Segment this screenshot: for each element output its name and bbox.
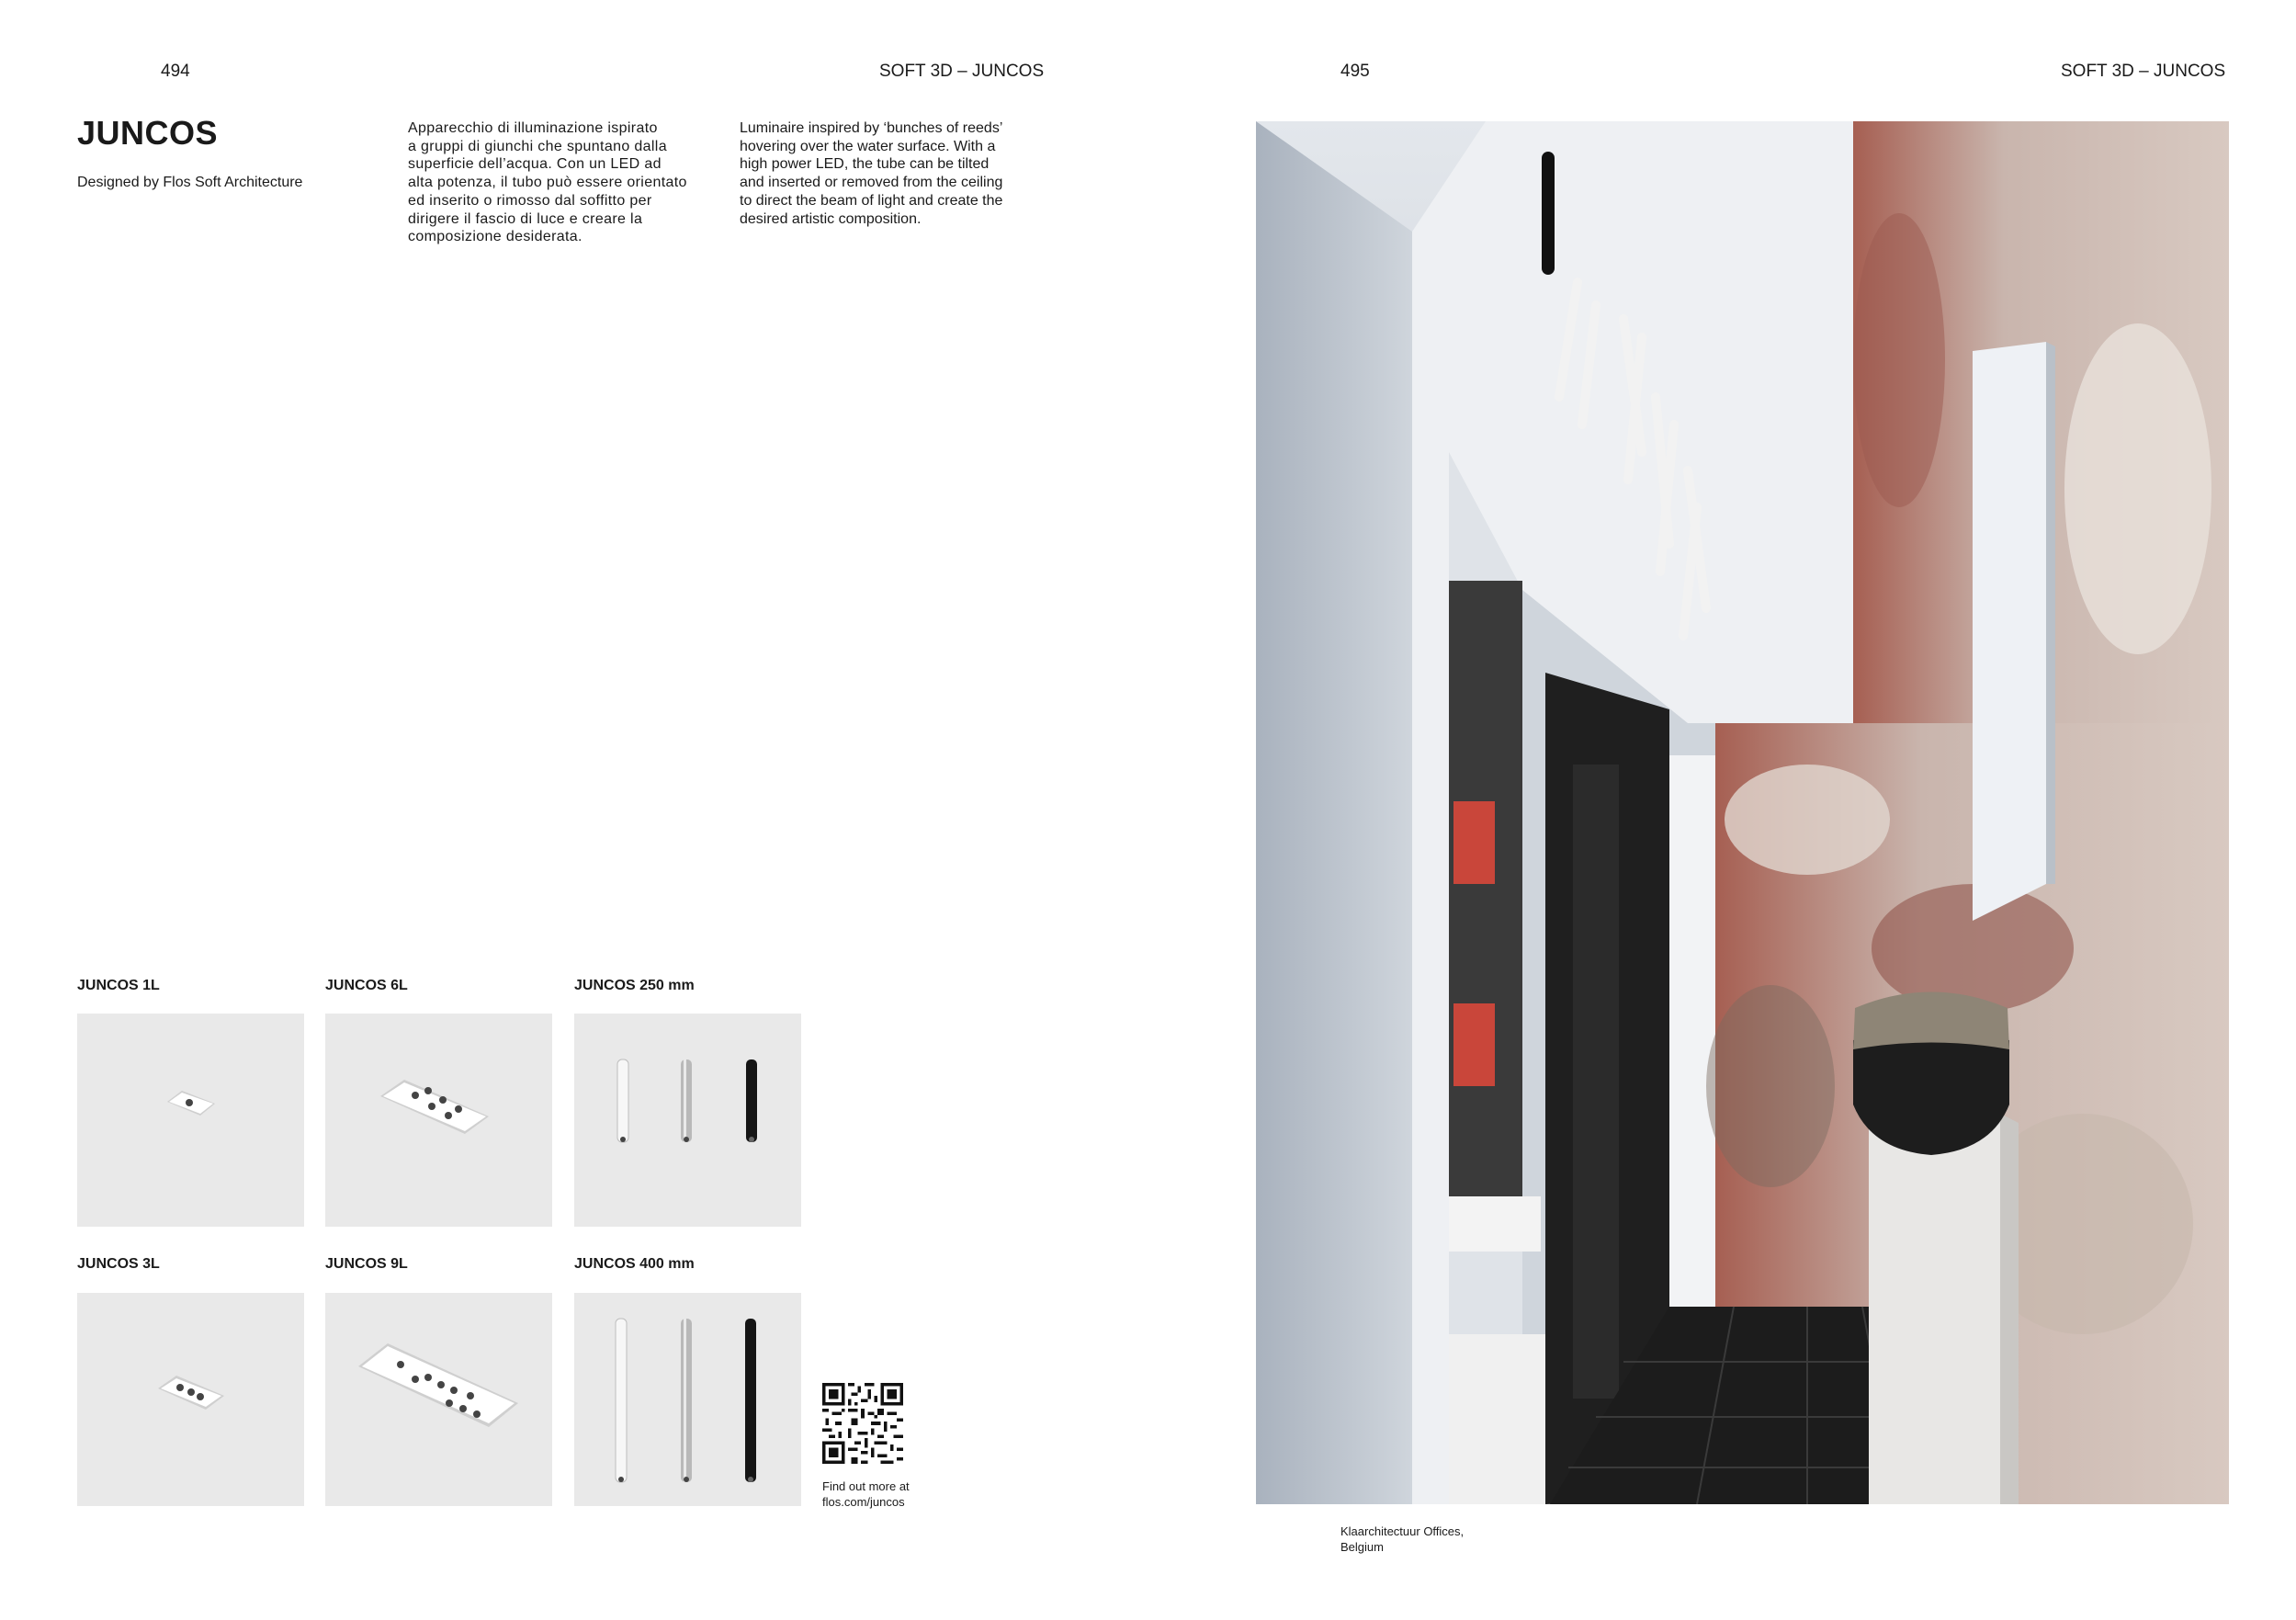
- description-italian-line: a gruppi di giunchi che spuntano dalla: [408, 138, 667, 154]
- qr-code[interactable]: [822, 1383, 903, 1464]
- product-image-juncos-1l: [77, 1014, 304, 1227]
- photo-caption-line: Belgium: [1340, 1539, 1384, 1554]
- qr-caption: [822, 1479, 910, 1510]
- variant-label: JUNCOS 1L: [77, 978, 160, 993]
- product-title: JUNCOS: [77, 114, 219, 152]
- variant-label: JUNCOS 3L: [77, 1256, 160, 1272]
- description-italian-line: composizione desiderata.: [408, 229, 582, 245]
- description-english-line: to direct the beam of light and create the: [740, 192, 1003, 209]
- right-page-number: 495: [1340, 62, 1370, 81]
- product-image-juncos-400mm: [574, 1293, 801, 1506]
- qr-caption-line: Find out more at: [822, 1479, 910, 1493]
- description-english-line: Luminaire inspired by ‘bunches of reeds’: [740, 120, 1003, 136]
- qr-caption-line: flos.com/juncos: [822, 1494, 905, 1509]
- description-english: [740, 119, 1061, 228]
- photo-caption-line: Klaarchitectuur Offices,: [1340, 1524, 1465, 1538]
- description-italian: [408, 119, 730, 246]
- left-running-head: SOFT 3D – JUNCOS: [879, 62, 1045, 81]
- product-image-juncos-3l: [77, 1293, 304, 1506]
- product-image-juncos-6l: [325, 1014, 552, 1227]
- product-image-juncos-9l: [325, 1293, 552, 1506]
- description-english-line: desired artistic composition.: [740, 210, 922, 227]
- description-english-line: and inserted or removed from the ceiling: [740, 175, 1003, 191]
- description-italian-line: alta potenza, il tubo può essere orientato: [408, 175, 687, 191]
- description-italian-line: ed inserito o rimosso dal soffitto per: [408, 192, 652, 209]
- description-italian-line: dirigere il fascio di luce e creare la: [408, 210, 643, 227]
- description-english-line: high power LED, the tube can be tilted: [740, 156, 990, 173]
- variant-label: JUNCOS 400 mm: [574, 1256, 695, 1272]
- designer-credit: Designed by Flos Soft Architecture: [77, 175, 303, 190]
- interior-photo: [1256, 121, 2229, 1504]
- description-italian-line: Apparecchio di illuminazione ispirato: [408, 120, 658, 136]
- variant-label: JUNCOS 250 mm: [574, 978, 695, 993]
- left-page-number: 494: [161, 62, 190, 81]
- variant-label: JUNCOS 9L: [325, 1256, 408, 1272]
- product-image-juncos-250mm: [574, 1014, 801, 1227]
- photo-caption: [1340, 1524, 1464, 1555]
- description-italian-line: superficie dell’acqua. Con un LED ad: [408, 156, 662, 173]
- description-english-line: hovering over the water surface. With a: [740, 138, 996, 154]
- variant-label: JUNCOS 6L: [325, 978, 408, 993]
- right-running-head: SOFT 3D – JUNCOS: [2061, 62, 2226, 81]
